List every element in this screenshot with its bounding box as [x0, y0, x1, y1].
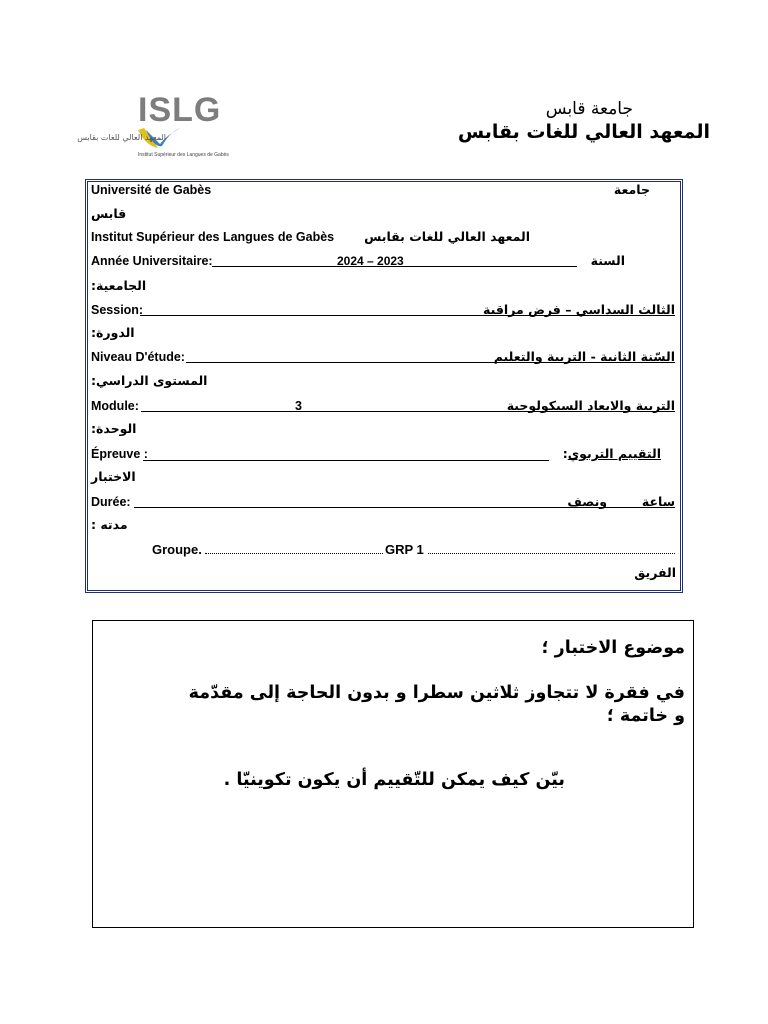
- module-label-ar: الوحدة:: [91, 421, 137, 436]
- epreuve-label-ar: الاختبار: [91, 469, 136, 484]
- module-number: 3: [295, 399, 302, 413]
- epreuve-value: التقييم التربوي: [567, 446, 661, 461]
- exam-question: بيّن كيف يمكن للتّقييم أن يكون تكوينيّا .: [223, 770, 565, 790]
- module-label-fr: Module:: [91, 399, 139, 413]
- logo-wave-icon: [77, 126, 236, 152]
- year-label-fr: Année Universitaire:: [91, 254, 213, 268]
- level-label-fr: Niveau D'étude:: [91, 350, 185, 364]
- year-label-ar-part1: السنة: [590, 253, 625, 268]
- logo-text: ISLG: [138, 91, 222, 129]
- exam-title: موضوع الاختبار ؛: [541, 638, 685, 658]
- epreuve-label-fr: Épreuve :: [91, 447, 148, 461]
- university-fr: Université de Gabès: [91, 183, 212, 197]
- epreuve-value-wrap: التقييم التربوي:: [562, 446, 661, 461]
- header-institute: المعهد العالي للغات بقابس: [457, 121, 710, 143]
- session-value: الثالث السداسي – فرض مراقبة: [483, 302, 675, 317]
- group-label-fr: Groupe.: [152, 542, 202, 557]
- duree-value: ساعة ونصف: [567, 494, 675, 509]
- epreuve-underline: [143, 460, 549, 461]
- session-label-ar: الدورة:: [91, 325, 135, 340]
- exam-instruction-line1: في فقرة لا تتجاوز ثلاثين سطرا و بدون الحاجة إلى مقدّمة: [188, 683, 685, 703]
- group-value: GRP 1: [385, 542, 424, 557]
- university-ar-part2: قابس: [91, 206, 127, 221]
- exam-instruction-line2: و خاتمة ؛: [606, 706, 685, 726]
- institute-ar: المعهد العالي للغات بقابس: [364, 229, 530, 244]
- group-label-ar: الفريق: [634, 565, 676, 580]
- logo-arabic: المعهد العالي للغات بقابس: [77, 133, 166, 142]
- duree-label-fr: Durée:: [91, 495, 131, 509]
- group-dotted-line-2: [428, 553, 675, 554]
- group-dotted-line-1: [205, 553, 383, 554]
- islg-logo: [77, 90, 236, 162]
- institute-fr: Institut Supérieur des Langues de Gabès: [91, 230, 335, 244]
- university-ar-part1: جامعة: [613, 182, 650, 197]
- level-label-ar: المستوى الدراسي:: [91, 373, 208, 388]
- session-label-fr: Session:: [91, 303, 144, 317]
- year-value: 2024 – 2023: [337, 254, 404, 268]
- header-university: جامعة قابس: [545, 99, 633, 119]
- module-value: التربية والابعاد السيكولوجية: [506, 398, 675, 413]
- logo-caption: Institut Supérieur des Langues de Gabès: [138, 152, 229, 158]
- level-value: السّنة الثانية - التربية والتعليم: [493, 349, 675, 364]
- duree-label-ar: مدته :: [91, 517, 128, 532]
- year-label-ar-part2: الجامعية:: [91, 278, 147, 293]
